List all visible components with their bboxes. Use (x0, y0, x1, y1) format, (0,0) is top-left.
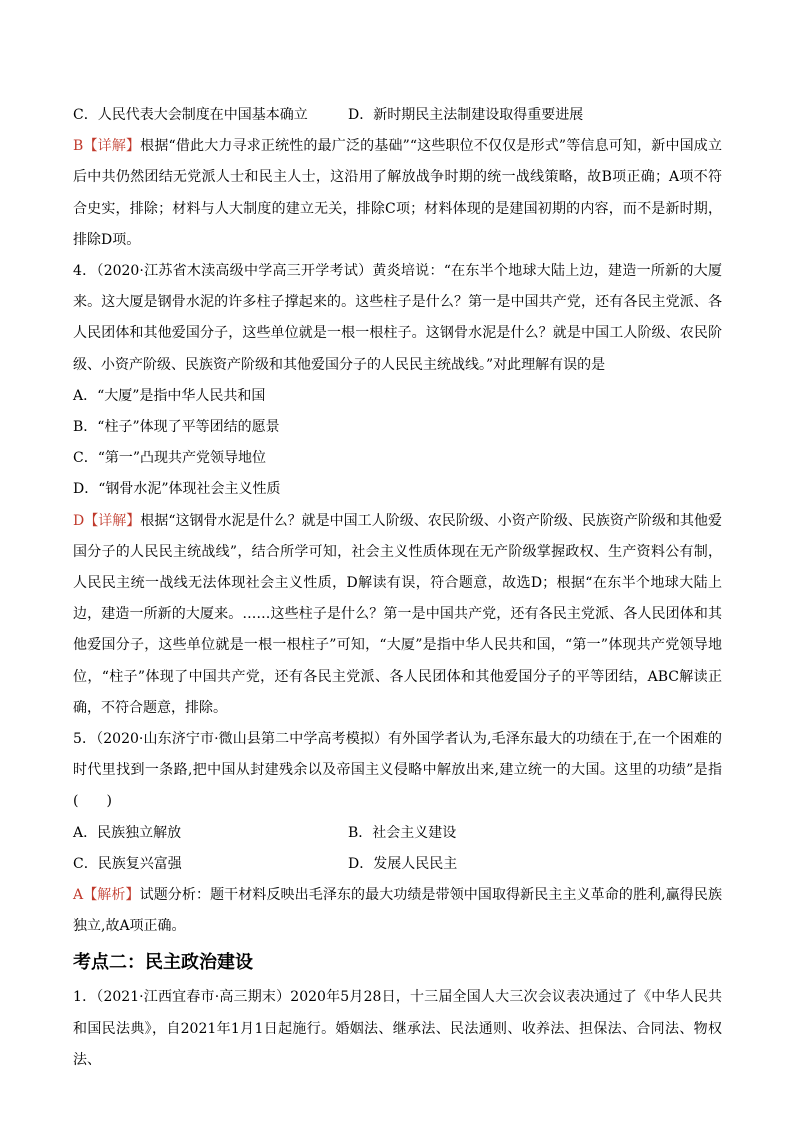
q5-stem: 5．（2020·山东济宁市·微山县第二中学高考模拟）有外国学者认为,毛泽东最大的功绩在于,在一个困难的时代里找到一条路,把中国从封建残余以及帝国主义侵略中解放出来,建立统一的大国。这里的功绩”是指( ) (73, 731, 722, 810)
q5-answer-text: 试题分析：题干材料反映出毛泽东的最大功绩是带领中国取得新民主主义革命的胜利,赢得民族独立,故A项正确。 (73, 887, 722, 935)
q5-option-c: C．民族复兴富强 (73, 855, 182, 872)
q4-option-a: A．“大厦”是指中华人民共和国 (73, 387, 266, 404)
section-title: 考点二：民主政治建设 (73, 952, 253, 974)
q5-option-a: A．民族独立解放 (73, 824, 182, 841)
q4-option-b: B．“柱子”体现了平等团结的愿景 (73, 419, 280, 436)
q5-answer (73, 880, 722, 942)
q3-option-c: C．人民代表大会制度在中国基本确立 (73, 107, 308, 123)
q4-answer-label: D【详解】 (73, 512, 141, 529)
q3-answer (73, 131, 722, 256)
q3-options-cd (73, 100, 722, 131)
q5-options-cd (73, 849, 722, 880)
q5-options-ab (73, 818, 722, 849)
q3-answer-label: B【详解】 (73, 138, 141, 155)
q4-option-d: D．“钢骨水泥”体现社会主义性质 (73, 481, 281, 498)
q4-answer-text: 根据“这钢骨水泥是什么？就是中国工人阶级、农民阶级、小资产阶级、民族资产阶级和其他爱国分子的人民民主统战线”，结合所学可知，社会主义性质体现在无产阶级掌握政权、生产资料公有制，人民民主统一战线无法体现社会主义性质，D解读有误，符合题意，故选D；根据“在东半个地球大陆上边，建造一所新的大厦来。……这些柱子是什么？第一是中国共产党，还有各民主党派、各人民团体和其他爱国分子，这些单位就是一根一根柱子”可知，“大厦”是指中华人民共和国，“第一”体现共产党领导地位，“柱子”体现了中国共产党，还有各民主党派、各人民团体和其他爱国分子的平等团结，ABC解读正确，不符合题意，排除。 (73, 512, 722, 716)
q5-option-d: D．发展人民民主 (348, 855, 458, 872)
q4-stem: 4．（2020·江苏省木渎高级中学高三开学考试）黄炎培说：“在东半个地球大陆上边，建造一所新的大厦来。这大厦是钢骨水泥的许多柱子撑起来的。这些柱子是什么？第一是中国共产党，还有各民主党派、各人民团体和其他爱国分子，这些单位就是一根一根柱子。这钢骨水泥是什么？就是中国工人阶级、农民阶级、小资产阶级、民族资产阶级和其他爱国分子的人民民主统战线。”对此理解有误的是 (73, 263, 722, 373)
q3-option-d: D．新时期民主法制建设取得重要进展 (348, 107, 584, 123)
q4-option-c: C．“第一”凸现共产党领导地位 (73, 450, 267, 467)
q5-option-b: B．社会主义建设 (348, 824, 457, 841)
q3-answer-text: 根据“借此大力寻求正统性的最广泛的基础”“这些职位不仅仅是形式”等信息可知，新中国成立后中共仍然团结无党派人士和民主人士，这沿用了解放战争时期的统一战线策略，故B项正确；A项不符合史实，排除；材料与人大制度的建立无关，排除C项；材料体现的是建国初期的内容，而不是新时期，排除D项。 (73, 138, 722, 248)
q5-answer-label: A【解析】 (73, 887, 140, 904)
s2q1-stem: 1．（2021·江西宜春市·高三期末）2020年5月28日，十三届全国人大三次会议表决通过了《中华人民共和国民法典》，自2021年1月1日起施行。婚姻法、继承法、民法通则、收养法、担保法、合同法、物权法、 (73, 989, 722, 1068)
q4-answer (73, 506, 722, 724)
